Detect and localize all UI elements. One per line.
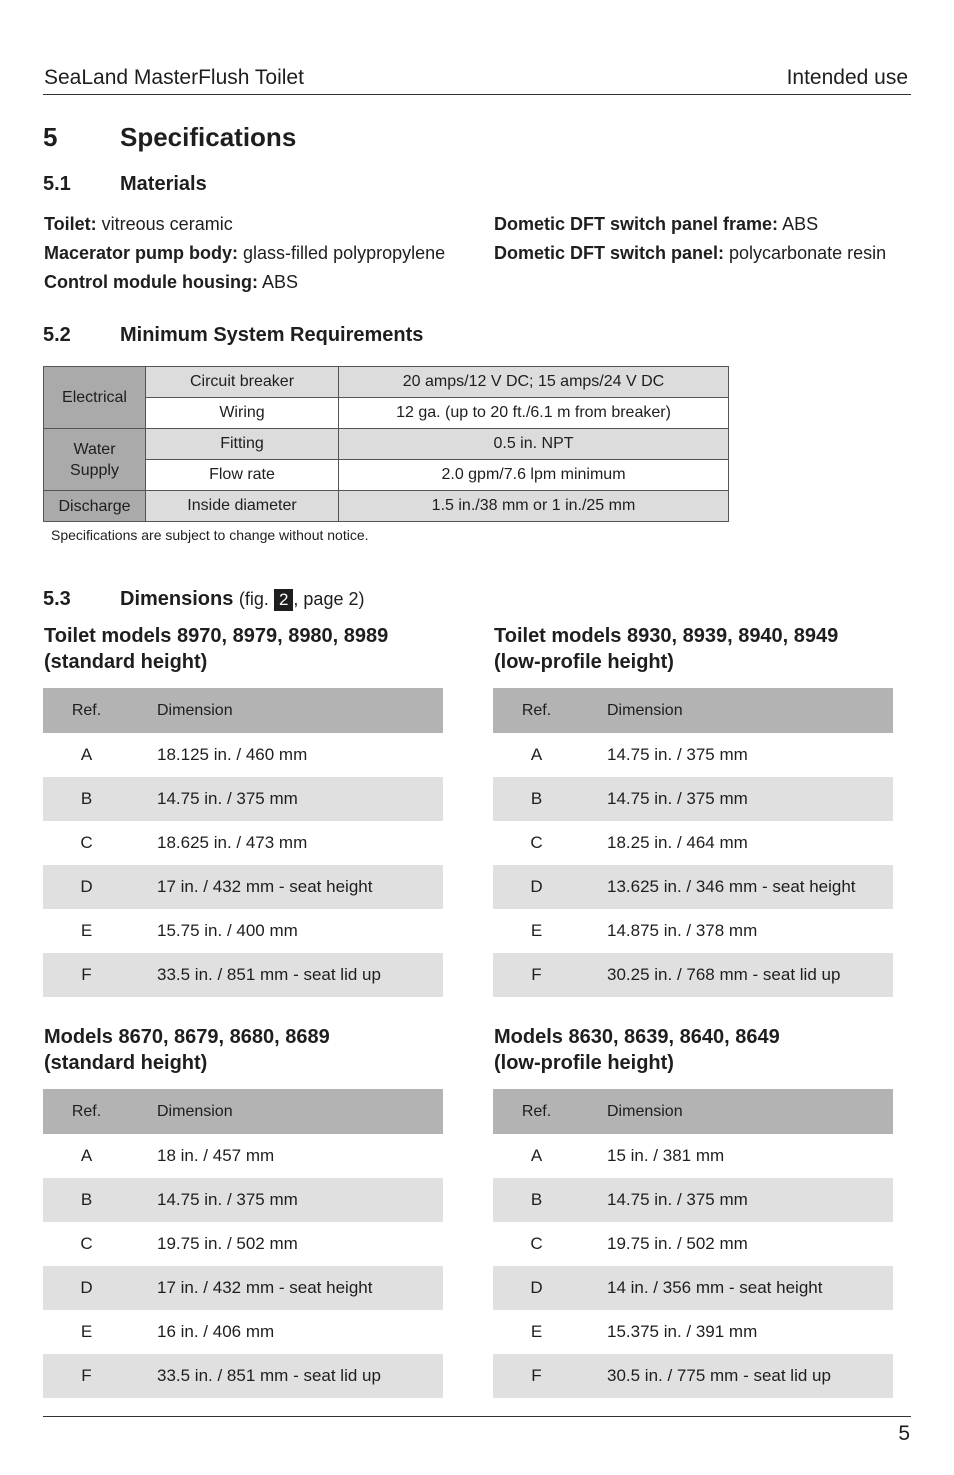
- table-row: [43, 1222, 443, 1266]
- dimension-cell: 19.75 in. / 502 mm: [157, 1234, 298, 1253]
- dimension-cell: 30.25 in. / 768 mm - seat lid up: [580, 953, 893, 997]
- material-line: Toilet: vitreous ceramic: [44, 214, 233, 234]
- material-line: Dometic DFT switch panel frame: ABS: [494, 214, 819, 234]
- table-row: [493, 777, 893, 821]
- dimension-cell: 15 in. / 381 mm: [607, 1146, 725, 1165]
- subsection-number: 5.3: [43, 588, 71, 610]
- column-header-ref: Ref.: [493, 1089, 580, 1134]
- value-cell: 0.5 in. NPT: [339, 429, 729, 460]
- table-row: [43, 1134, 443, 1178]
- param-cell: Inside diameter: [146, 491, 339, 522]
- ref-cell: B: [43, 1178, 130, 1222]
- table-row: [43, 1178, 443, 1222]
- table-row: [43, 1354, 443, 1398]
- table-row: [493, 953, 893, 997]
- table-row: [493, 865, 893, 909]
- dimension-cell: 16 in. / 406 mm: [157, 1322, 275, 1341]
- dimension-cell: 17 in. / 432 mm - seat height: [130, 865, 443, 909]
- dimension-cell: 14.75 in. / 375 mm: [130, 1178, 443, 1222]
- dimension-cell: 13.625 in. / 346 mm - seat height: [580, 865, 893, 909]
- dimension-cell: 18.625 in. / 473 mm: [157, 833, 308, 852]
- ref-cell: E: [530, 921, 543, 940]
- header-divider: [43, 94, 911, 95]
- figure-number-badge[interactable]: 2: [274, 589, 293, 611]
- ref-cell: F: [493, 953, 580, 997]
- material-line: Control module housing: ABS: [44, 272, 299, 292]
- column-header-dimension: Dimension: [580, 688, 893, 733]
- dimension-cell: 18.25 in. / 464 mm: [607, 833, 748, 852]
- table-row: [43, 1266, 443, 1310]
- page-number: 5: [898, 1422, 910, 1445]
- ref-cell: E: [80, 1322, 93, 1341]
- ref-cell: F: [43, 953, 130, 997]
- section-number: 5: [43, 122, 58, 152]
- ref-cell: B: [493, 777, 580, 821]
- table-row: [44, 367, 729, 398]
- column-header-dimension: Dimension: [130, 688, 443, 733]
- value-cell: 2.0 gpm/7.6 lpm minimum: [339, 460, 729, 491]
- table-title: Models 8630, 8639, 8640, 8649 (low-profile height): [494, 1026, 780, 1074]
- material-line: Dometic DFT switch panel: polycarbonate resin: [494, 243, 887, 263]
- ref-cell: B: [43, 777, 130, 821]
- ref-cell: F: [43, 1354, 130, 1398]
- dimensions-table: [493, 1089, 893, 1398]
- ref-cell: A: [80, 745, 93, 764]
- table-title: Toilet models 8930, 8939, 8940, 8949 (low-profile height): [494, 625, 839, 673]
- table-row: [44, 398, 729, 429]
- subsection-title: Dimensions (fig. 2 , page 2): [120, 588, 365, 610]
- running-header-section: Intended use: [786, 66, 908, 89]
- dimension-cell: 14.75 in. / 375 mm: [607, 745, 748, 764]
- ref-cell: D: [43, 1266, 130, 1310]
- footer-divider: [43, 1416, 911, 1417]
- ref-cell: C: [530, 1234, 543, 1253]
- group-cell: Water Supply: [44, 429, 146, 491]
- material-line: Macerator pump body: glass-filled polypropylene: [44, 243, 446, 263]
- table-row: [43, 909, 443, 953]
- table-row: [43, 821, 443, 865]
- subsection-title: Minimum System Requirements: [120, 324, 424, 346]
- ref-cell: A: [530, 1146, 543, 1165]
- value-cell: 1.5 in./38 mm or 1 in./25 mm: [339, 491, 729, 522]
- requirements-table: [43, 366, 729, 522]
- table-row: [43, 1310, 443, 1354]
- table-row: [43, 953, 443, 997]
- dimension-cell: 15.75 in. / 400 mm: [157, 921, 298, 940]
- table-row: [493, 733, 893, 777]
- table-row: [44, 460, 729, 491]
- dimension-cell: 14.75 in. / 375 mm: [130, 777, 443, 821]
- table-row: [493, 821, 893, 865]
- table-row: [43, 733, 443, 777]
- column-header-ref: Ref.: [43, 1089, 130, 1134]
- table-row: [493, 909, 893, 953]
- table-title: Models 8670, 8679, 8680, 8689 (standard height): [44, 1026, 330, 1074]
- dimensions-table: [43, 688, 443, 997]
- ref-cell: C: [80, 1234, 93, 1253]
- ref-cell: B: [493, 1178, 580, 1222]
- running-header-title: SeaLand MasterFlush Toilet: [44, 66, 304, 89]
- param-cell: Fitting: [146, 429, 339, 460]
- ref-cell: C: [80, 833, 93, 852]
- dimension-cell: 14.875 in. / 378 mm: [607, 921, 758, 940]
- dimension-cell: 14 in. / 356 mm - seat height: [580, 1266, 893, 1310]
- param-cell: Circuit breaker: [146, 367, 339, 398]
- dimension-cell: 18 in. / 457 mm: [157, 1146, 275, 1165]
- table-row: [44, 491, 729, 522]
- table-row: [493, 1134, 893, 1178]
- dimension-cell: 14.75 in. / 375 mm: [580, 777, 893, 821]
- column-header-dimension: Dimension: [580, 1089, 893, 1134]
- param-cell: Flow rate: [146, 460, 339, 491]
- ref-cell: A: [80, 1146, 93, 1165]
- subsection-title: Materials: [120, 173, 207, 195]
- dimension-cell: 19.75 in. / 502 mm: [607, 1234, 748, 1253]
- table-row: [493, 1178, 893, 1222]
- table-row: [44, 429, 729, 460]
- column-header-ref: Ref.: [493, 688, 580, 733]
- dimension-cell: 17 in. / 432 mm - seat height: [130, 1266, 443, 1310]
- ref-cell: E: [530, 1322, 543, 1341]
- section-title: Specifications: [120, 122, 297, 152]
- group-cell: Discharge: [44, 491, 146, 522]
- ref-cell: E: [80, 921, 93, 940]
- requirements-note: Specifications are subject to change without notice.: [51, 527, 369, 543]
- value-cell: 20 amps/12 V DC; 15 amps/24 V DC: [339, 367, 729, 398]
- dimension-cell: 33.5 in. / 851 mm - seat lid up: [130, 953, 443, 997]
- dimension-cell: 30.5 in. / 775 mm - seat lid up: [580, 1354, 893, 1398]
- dimensions-table: [493, 688, 893, 997]
- table-title: Toilet models 8970, 8979, 8980, 8989 (standard height): [44, 625, 389, 673]
- group-cell: Electrical: [44, 367, 146, 429]
- dimension-cell: 33.5 in. / 851 mm - seat lid up: [130, 1354, 443, 1398]
- subsection-number: 5.2: [43, 324, 71, 346]
- table-row: [493, 1266, 893, 1310]
- ref-cell: D: [493, 1266, 580, 1310]
- ref-cell: D: [43, 865, 130, 909]
- ref-cell: F: [493, 1354, 580, 1398]
- ref-cell: A: [530, 745, 543, 764]
- dimension-cell: 15.375 in. / 391 mm: [607, 1322, 758, 1341]
- param-cell: Wiring: [146, 398, 339, 429]
- dimension-cell: 14.75 in. / 375 mm: [580, 1178, 893, 1222]
- figure-reference: (fig. 2 , page 2): [238, 589, 365, 609]
- dimensions-table: [43, 1089, 443, 1398]
- table-row: [493, 1310, 893, 1354]
- column-header-dimension: Dimension: [130, 1089, 443, 1134]
- ref-cell: C: [530, 833, 543, 852]
- subsection-number: 5.1: [43, 173, 71, 195]
- table-row: [493, 1354, 893, 1398]
- table-row: [43, 865, 443, 909]
- dimension-cell: 18.125 in. / 460 mm: [157, 745, 308, 764]
- column-header-ref: Ref.: [43, 688, 130, 733]
- value-cell: 12 ga. (up to 20 ft./6.1 m from breaker): [339, 398, 729, 429]
- table-row: [43, 777, 443, 821]
- table-row: [493, 1222, 893, 1266]
- ref-cell: D: [493, 865, 580, 909]
